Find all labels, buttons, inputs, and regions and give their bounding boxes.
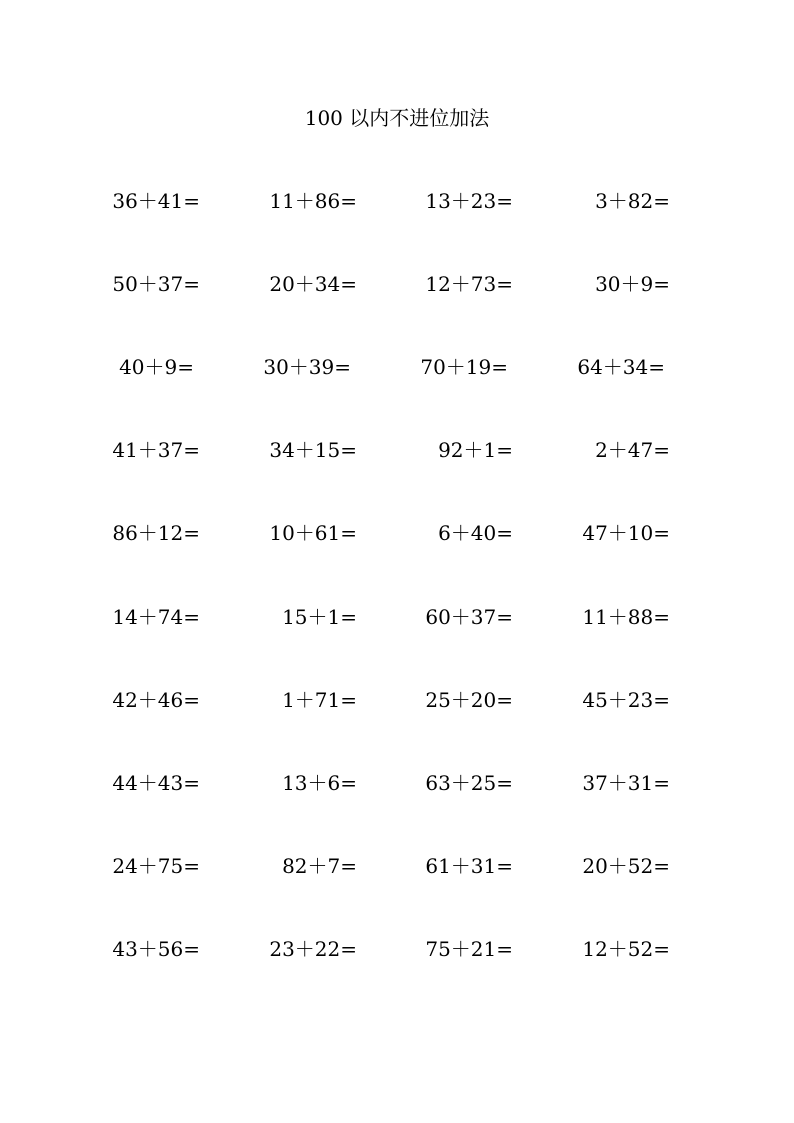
problem: 6＋40= (438, 521, 513, 545)
problem: 13＋6= (282, 771, 357, 795)
problem-row (0, 768, 794, 798)
problem-row (0, 269, 794, 299)
problem: 44＋43= (112, 771, 200, 795)
problem: 14＋74= (112, 605, 200, 629)
problem: 24＋75= (112, 854, 200, 878)
problem-row (0, 518, 794, 548)
problem-row (0, 602, 794, 632)
problem: 30＋39= (263, 355, 351, 379)
problem: 61＋31= (425, 854, 513, 878)
problem: 43＋56= (112, 937, 200, 961)
problem: 20＋34= (269, 272, 357, 296)
problem: 3＋82= (595, 189, 670, 213)
problem: 2＋47= (595, 438, 670, 462)
problem: 12＋73= (425, 272, 513, 296)
problem: 45＋23= (582, 688, 670, 712)
problem: 82＋7= (282, 854, 357, 878)
problem: 40＋9= (119, 355, 194, 379)
problem: 25＋20= (425, 688, 513, 712)
problem: 15＋1= (282, 605, 357, 629)
problem: 47＋10= (582, 521, 670, 545)
problem: 42＋46= (112, 688, 200, 712)
problem: 20＋52= (582, 854, 670, 878)
problem: 92＋1= (438, 438, 513, 462)
problem: 11＋88= (582, 605, 670, 629)
problem: 10＋61= (269, 521, 357, 545)
problem: 70＋19= (420, 355, 508, 379)
problem: 86＋12= (112, 521, 200, 545)
problem: 30＋9= (595, 272, 670, 296)
page-title: 100 以内不进位加法 (304, 106, 490, 130)
problem: 41＋37= (112, 438, 200, 462)
problem-row (0, 186, 794, 216)
problem: 60＋37= (425, 605, 513, 629)
problem: 12＋52= (582, 937, 670, 961)
problem: 11＋86= (269, 189, 357, 213)
problem: 63＋25= (425, 771, 513, 795)
problem-row (0, 934, 794, 964)
problem: 13＋23= (425, 189, 513, 213)
problem-row (0, 685, 794, 715)
problem: 75＋21= (425, 937, 513, 961)
problem: 34＋15= (269, 438, 357, 462)
problem: 37＋31= (582, 771, 670, 795)
problem: 50＋37= (112, 272, 200, 296)
problem-row (0, 352, 794, 382)
problem-row (0, 851, 794, 881)
problem: 1＋71= (282, 688, 357, 712)
problem: 36＋41= (112, 189, 200, 213)
problem-row (0, 435, 794, 465)
problem: 23＋22= (269, 937, 357, 961)
problem: 64＋34= (577, 355, 665, 379)
